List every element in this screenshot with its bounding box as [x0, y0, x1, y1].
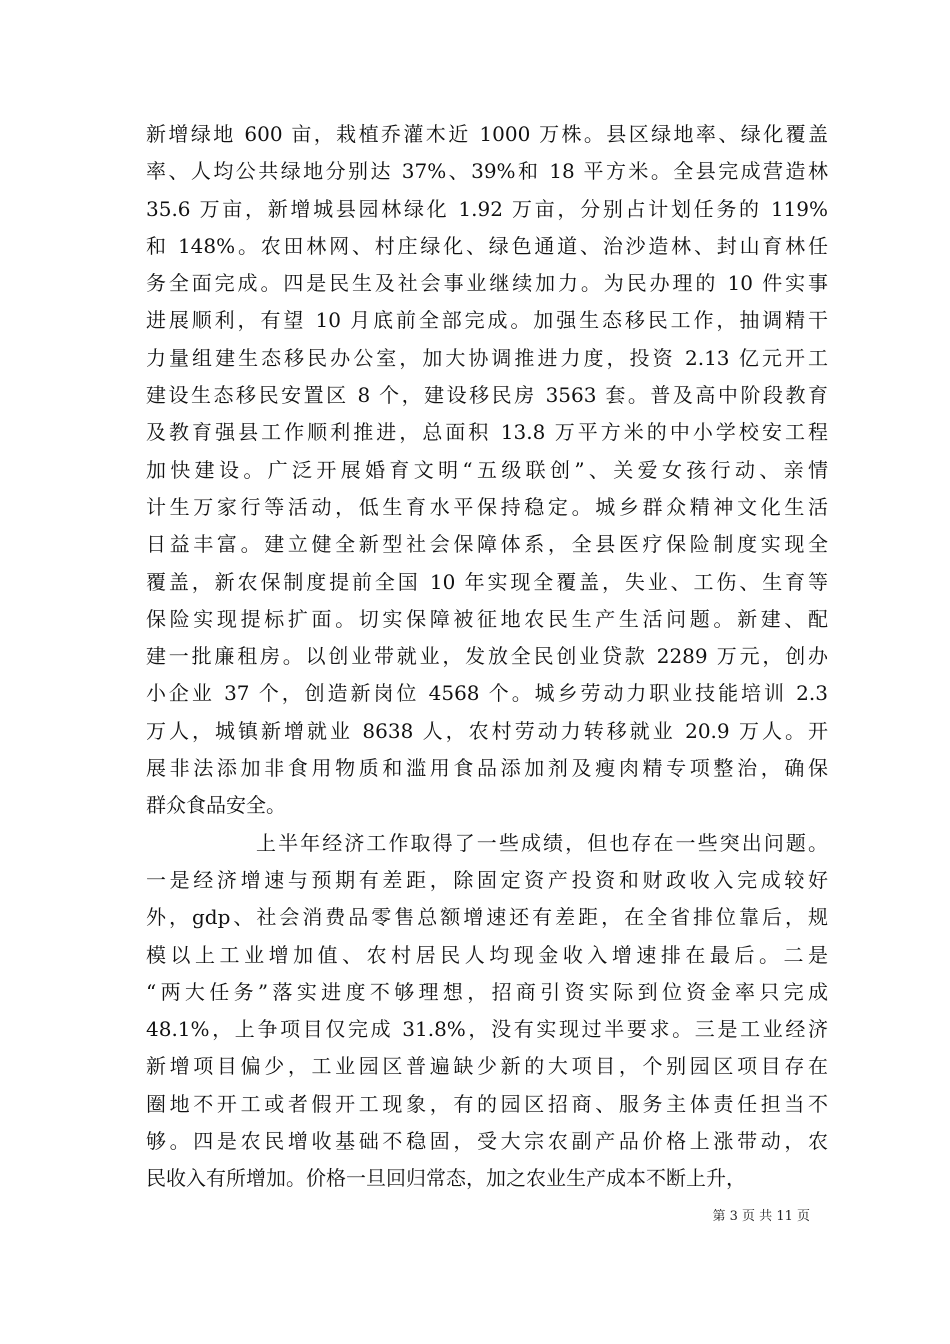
text-line: 加快建设。广泛开展婚育文明“五级联创”、关爱女孩行动、亲情 — [146, 457, 828, 482]
text-line: “两大任务”落实进度不够理想，招商引资实际到位资金率只完成 — [146, 979, 828, 1004]
text-line: 力量组建生态移民办公室，加大协调推进力度，投资 2.13 亿元开工 — [146, 345, 828, 370]
text-line: 保险实现提标扩面。切实保障被征地农民生产生活问题。新建、配 — [146, 606, 828, 631]
paragraph-1 — [146, 116, 828, 825]
text-line: 进展顺利，有望 10 月底前全部完成。加强生态移民工作，抽调精干 — [146, 308, 828, 333]
text-line: 群众食品安全。 — [146, 793, 286, 818]
text-line: 覆盖，新农保制度提前全国 10 年实现全覆盖，失业、工伤、生育等 — [146, 569, 828, 594]
text-line: 模以上工业增加值、农村居民人均现金收入增速排在最后。二是 — [146, 942, 828, 967]
text-line: 圈地不开工或者假开工现象，有的园区招商、服务主体责任担当不 — [146, 1091, 828, 1116]
text-line: 日益丰富。建立健全新型社会保障体系，全县医疗保险制度实现全 — [146, 532, 828, 557]
text-line: 新增项目偏少，工业园区普遍缺少新的大项目，个别园区项目存在 — [146, 1054, 828, 1079]
text-line: 外，gdp、社会消费品零售总额增速还有差距，在全省排位靠后，规 — [146, 905, 828, 930]
text-line: 展非法添加非食用物质和滥用食品添加剂及瘦肉精专项整治，确保 — [146, 756, 828, 781]
text-line: 万人，城镇新增就业 8638 人，农村劳动力转移就业 20.9 万人。开 — [146, 718, 828, 743]
text-line: 一是经济增速与预期有差距，除固定资产投资和财政收入完成较好 — [146, 867, 828, 892]
text-line: 计生万家行等活动，低生育水平保持稳定。城乡群众精神文化生活 — [146, 494, 828, 519]
text-line: 民收入有所增加。价格一旦回归常态，加之农业生产成本不断上升， — [146, 1166, 746, 1191]
text-line: 建设生态移民安置区 8 个，建设移民房 3563 套。普及高中阶段教育 — [146, 383, 828, 408]
text-line: 和 148%。农田林网、村庄绿化、绿色通道、治沙造林、封山育林任 — [146, 233, 828, 258]
text-line: 35.6 万亩，新增城县园林绿化 1.92 万亩，分别占计划任务的 119% — [146, 196, 828, 221]
text-line: 率、人均公共绿地分别达 37%、39%和 18 平方米。全县完成营造林 — [146, 159, 828, 184]
body-text — [146, 116, 828, 1198]
text-line: 够。四是农民增收基础不稳固，受大宗农副产品价格上涨带动，农 — [146, 1129, 828, 1154]
text-line: 建一批廉租房。以创业带就业，发放全民创业贷款 2289 万元，创办 — [146, 644, 828, 669]
paragraph-2 — [146, 825, 828, 1198]
text-line: 上半年经济工作取得了一些成绩，但也存在一些突出问题。 — [256, 830, 828, 855]
text-line: 新增绿地 600 亩，栽植乔灌木近 1000 万株。县区绿地率、绿化覆盖 — [146, 122, 828, 146]
text-line: 及教育强县工作顺利推进，总面积 13.8 万平方米的中小学校安工程 — [146, 420, 828, 445]
page-number-footer: 第 3 页 共 11 页 — [712, 1209, 810, 1224]
text-line: 小企业 37 个，创造新岗位 4568 个。城乡劳动力职业技能培训 2.3 — [146, 681, 828, 706]
text-line: 务全面完成。四是民生及社会事业继续加力。为民办理的 10 件实事 — [146, 271, 828, 296]
text-line: 48.1%，上争项目仅完成 31.8%，没有实现过半要求。三是工业经济 — [146, 1017, 828, 1042]
